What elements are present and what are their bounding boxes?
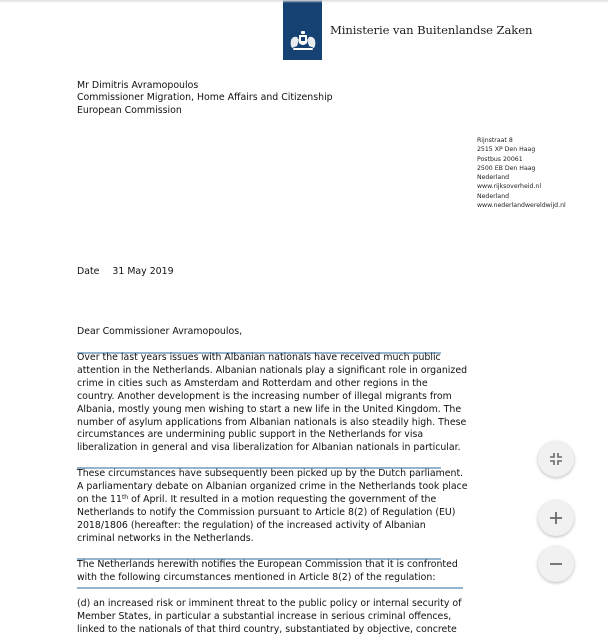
text-line — [77, 494, 477, 507]
paragraph-2 — [77, 468, 477, 545]
sender-country-2: Nederland — [477, 192, 510, 200]
text-line: linked to the nationals of that third country, substantiated by objective, concrete — [77, 623, 457, 635]
sender-postbus-postcode: 2500 EB Den Haag — [477, 164, 536, 172]
text-line: criminal networks in the Netherlands. — [77, 532, 254, 544]
text-line: A parliamentary debate on Albanian organized crime in the Netherlands took place — [77, 480, 468, 492]
sender-country: Nederland — [477, 174, 510, 182]
minus-icon — [549, 557, 563, 571]
text-line: country. Another development is the increasing number of illegal migrants from — [77, 390, 452, 402]
coat-of-arms-icon — [289, 30, 317, 52]
fit-to-page-button[interactable] — [538, 441, 574, 477]
date-row — [77, 266, 174, 277]
text-line: circumstances are undermining public support in the Netherlands for visa — [77, 429, 424, 441]
date-label: Date — [77, 266, 100, 277]
text-fragment: of April. It resulted in a motion requesting the government of the — [128, 493, 437, 505]
text-line: attention in the Netherlands. Albanian nationals play a significant role in organized — [77, 364, 468, 376]
zoom-in-button[interactable] — [538, 500, 574, 536]
sender-website-link-2[interactable]: www.nederlandwereldwijd.nl — [477, 202, 566, 210]
viewer-top-shadow — [0, 0, 608, 3]
sender-postbus: Postbus 20061 — [477, 155, 523, 163]
sender-postcode: 2515 XP Den Haag — [477, 146, 536, 154]
text-line: These circumstances have subsequently been picked up by the Dutch parliament. — [77, 468, 464, 479]
text-line: Albania, mostly young men wishing to start a new life in the United Kingdom. The — [77, 403, 462, 415]
text-line: Netherlands to notify the Commission pursuant to Article 8(2) of Regulation (EU) — [77, 506, 456, 518]
ministry-name: Ministerie van Buitenlandse Zaken — [330, 23, 533, 37]
text-line: with the following circumstances mentioned in Article 8(2) of the regulation: — [77, 571, 436, 583]
collapse-icon — [549, 452, 563, 466]
text-line: crime in cities such as Amsterdam and Rotterdam and other regions in the — [77, 377, 428, 389]
paragraph-3 — [77, 559, 477, 585]
date-value: 31 May 2019 — [112, 266, 174, 277]
text-line: number of asylum applications from Albanian nationals is also steadily high. These — [77, 416, 467, 428]
plus-icon — [549, 511, 563, 525]
zoom-out-button[interactable] — [538, 546, 574, 582]
sender-street: Rijnstraat 8 — [477, 137, 513, 144]
paragraph-1 — [77, 352, 477, 455]
addressee-organization: European Commission — [77, 104, 182, 116]
text-fragment: on the 11 — [77, 493, 122, 505]
addressee-block — [77, 80, 333, 117]
text-line: (d) an increased risk or imminent threat to the public policy or internal security of — [77, 598, 462, 609]
addressee-title: Commissioner Migration, Home Affairs and Citizenship — [77, 92, 333, 104]
ordinal-superscript: th — [121, 493, 129, 501]
paragraph-separator — [77, 587, 463, 589]
sender-website-link[interactable]: www.rijksoverheid.nl — [477, 183, 542, 191]
paragraph-4 — [77, 598, 477, 637]
addressee-name: Mr Dimitris Avramopoulos — [77, 80, 199, 91]
text-line: Over the last years issues with Albanian nationals have received much public — [77, 352, 441, 363]
text-line: liberalization in general and visa liberalization for Albanian nationals in particular. — [77, 442, 461, 454]
text-line: 2018/1806 (hereafter: the regulation) of the increased activity of Albanian — [77, 519, 426, 531]
government-logo — [283, 0, 322, 60]
sender-address-block — [477, 136, 566, 210]
text-line: Member States, in particular a substantial increase in serious criminal offences, — [77, 610, 452, 622]
salutation: Dear Commissioner Avramopoulos, — [77, 326, 243, 337]
text-line: The Netherlands herewith notifies the European Commission that it is confronted — [77, 559, 458, 570]
